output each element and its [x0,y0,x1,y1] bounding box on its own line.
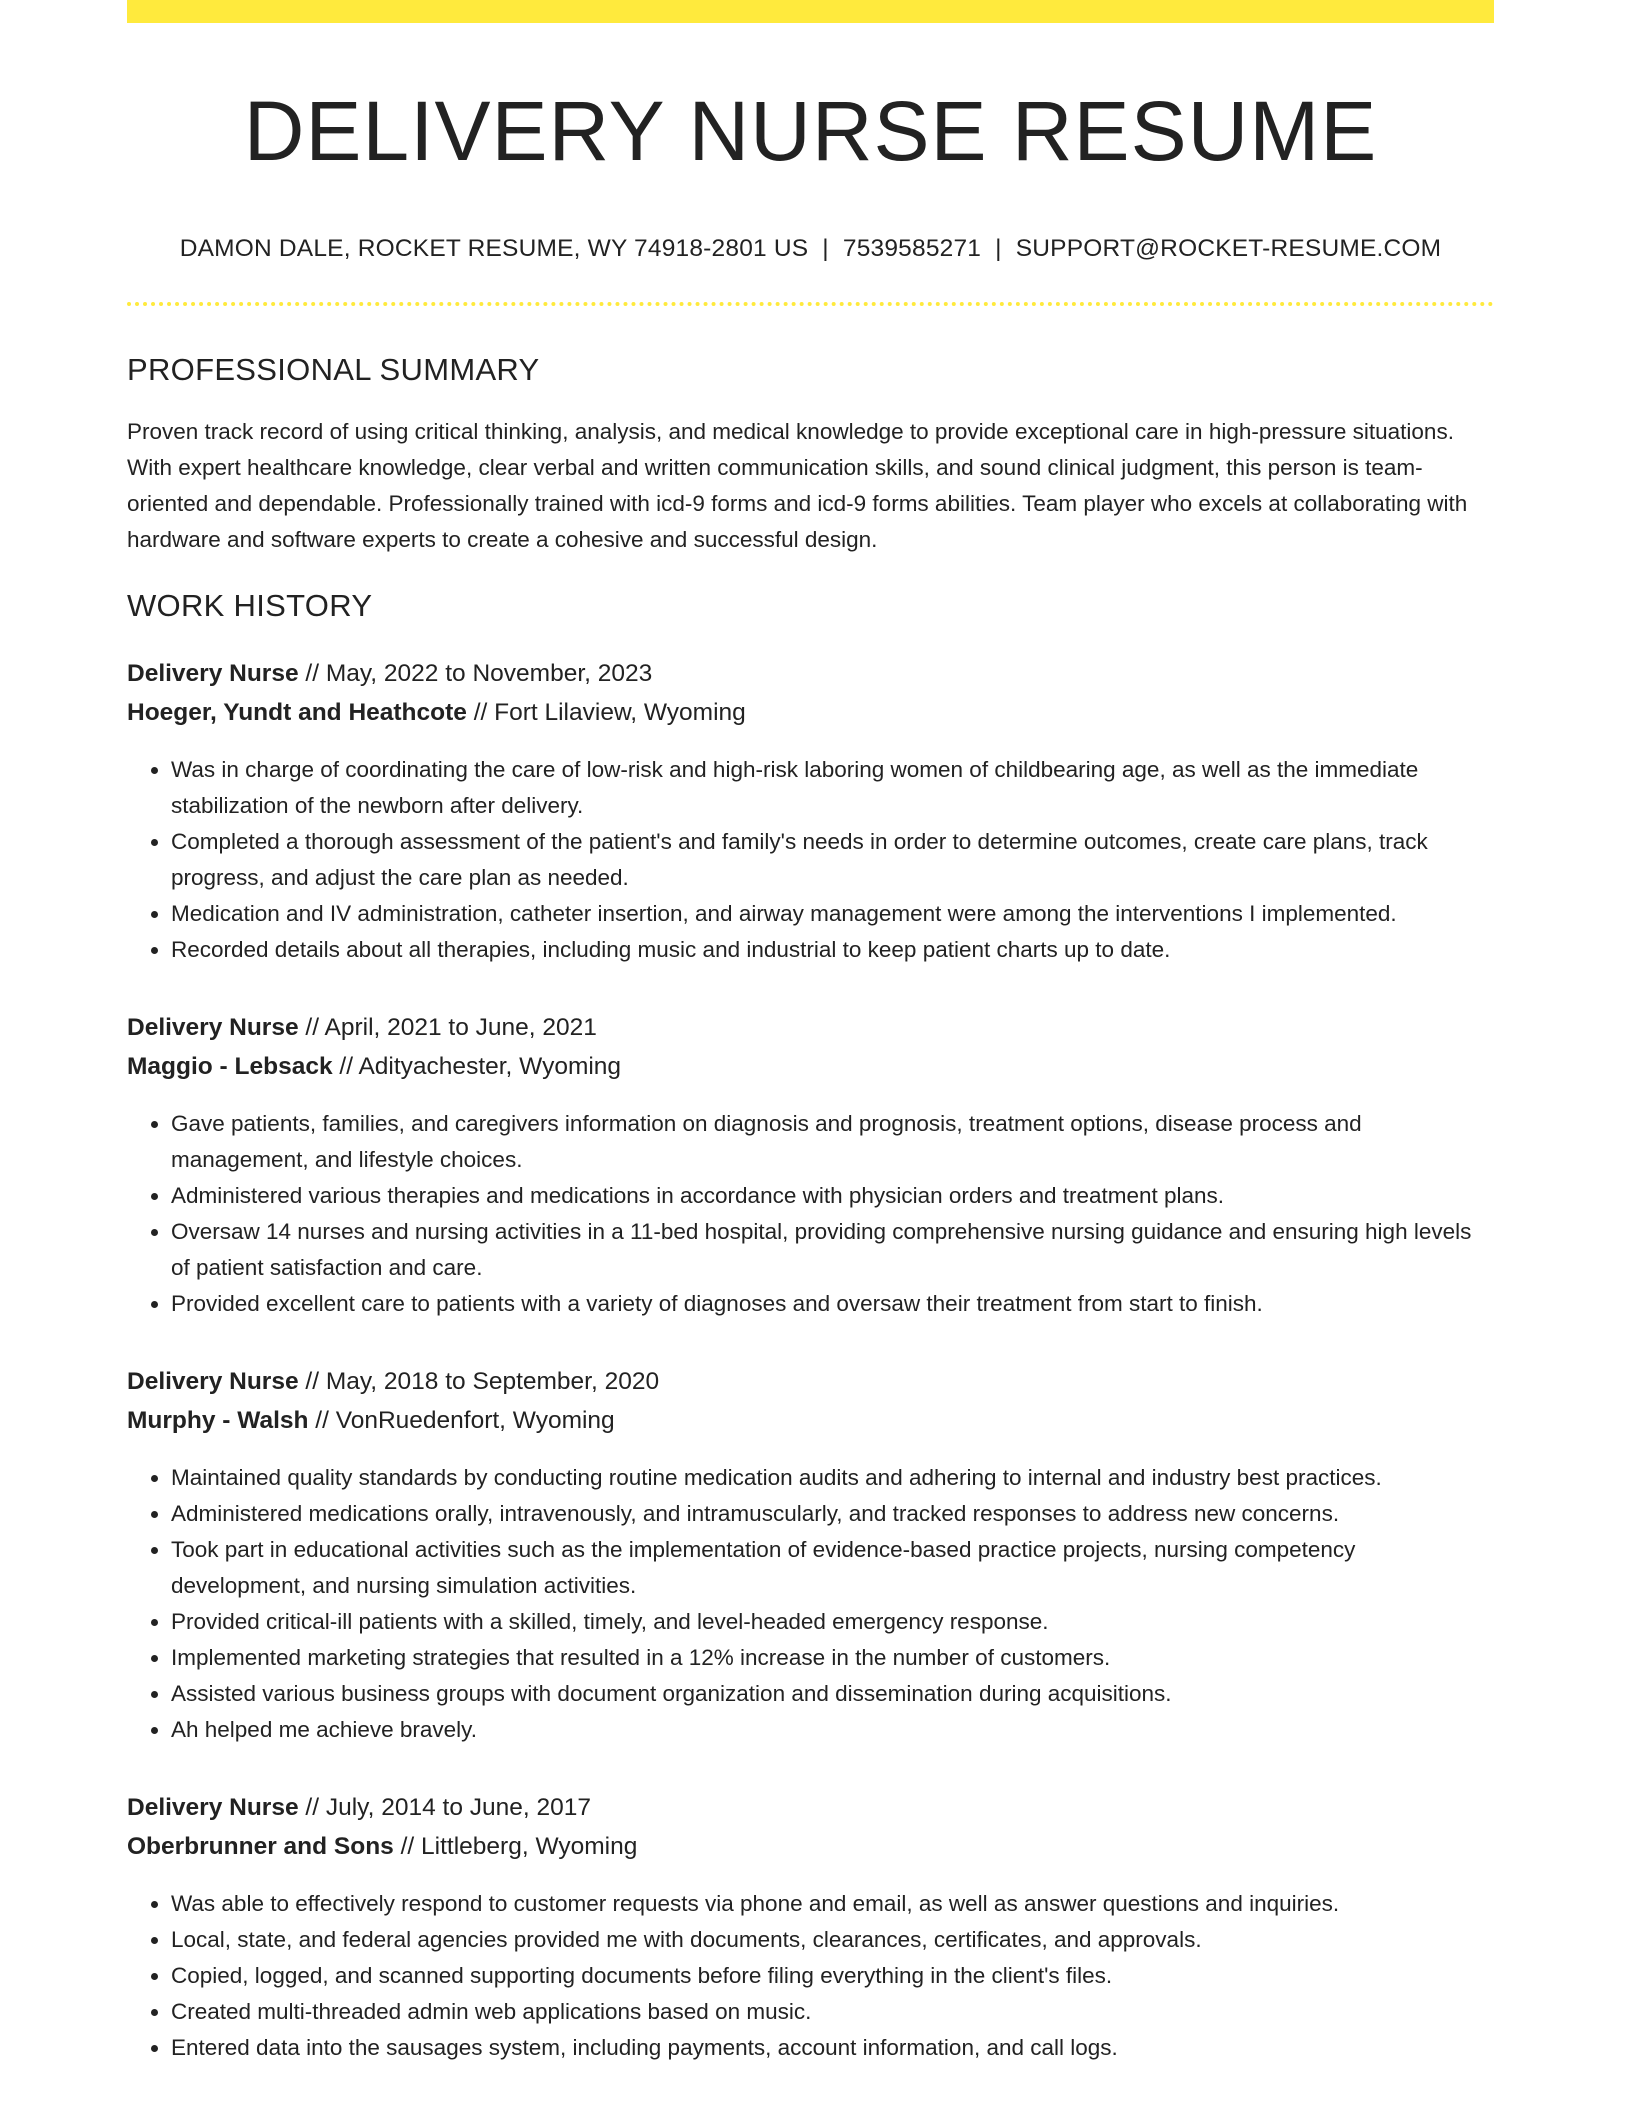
contact-separator: | [822,235,829,263]
job-title-line [127,1788,1494,1827]
job-company: Maggio - Lebsack [127,1053,333,1081]
job-title-line [127,654,1494,693]
summary-text: Proven track record of using critical thinking, analysis, and medical knowledge to provide exceptional care in high-pressure situations. With expert healthcare knowledge, clear verbal and written communication skills, and sound clinical judgment, this person is team-oriented and dependable. Professionally trained with icd-9 forms and icd-9 forms abilities. Team player who excels at collaborating with hardware and software experts to create a cohesive and successful design. [127,419,1468,553]
job-location: Fort Lilaview, Wyoming [494,699,746,727]
job-delimiter: // [308,1407,336,1435]
job-title: Delivery Nurse [127,1368,299,1396]
contact-phone: 7539585271 [842,235,982,263]
top-accent-bar [127,0,1494,23]
contact-address: DAMON DALE, ROCKET RESUME, WY 74918-2801 US [179,235,809,263]
job-title-line [127,1362,1494,1401]
work-history-heading: WORK HISTORY [127,588,373,624]
job-title: Delivery Nurse [127,1794,299,1822]
list-item: • Local, state, and federal agencies provided me with documents, clearances, certificates, and approvals. [171,1922,1494,1958]
job-delimiter: // [332,1053,359,1081]
job-company-line [127,1047,1494,1086]
job-location: Littleberg, Wyoming [421,1833,638,1861]
list-item: • Implemented marketing strategies that resulted in a 12% increase in the number of customers. [171,1640,1494,1676]
job-location: VonRuedenfort, Wyoming [335,1407,615,1435]
list-item: • Was in charge of coordinating the care of low-risk and high-risk laboring women of childbearing age, as well as the immediate stabilization of the newborn after delivery. [171,752,1494,824]
list-item: • Entered data into the sausages system, including payments, account information, and call logs. [171,2030,1494,2066]
list-item: • Administered medications orally, intravenously, and intramuscularly, and tracked responses to address new concerns. [171,1496,1494,1532]
job-bullets [127,1460,1494,1748]
list-item: • Maintained quality standards by conducting routine medication audits and adhering to internal and industry best practices. [171,1460,1494,1496]
list-item: • Administered various therapies and medications in accordance with physician orders and treatment plans. [171,1178,1494,1214]
job-company: Murphy - Walsh [127,1407,309,1435]
job-delimiter: // [298,660,326,688]
list-item: • Was able to effectively respond to customer requests via phone and email, as well as answer questions and inquiries. [171,1886,1494,1922]
list-item: • Provided critical-ill patients with a skilled, timely, and level-headed emergency response. [171,1604,1494,1640]
list-item: • Ah helped me achieve bravely. [171,1712,1494,1748]
job-entry [127,1008,1494,1322]
job-dates: April, 2021 to June, 2021 [324,1014,597,1042]
job-company-line [127,1401,1494,1440]
contact-line [127,235,1494,263]
job-dates: July, 2014 to June, 2017 [325,1794,592,1822]
job-company: Oberbrunner and Sons [127,1833,394,1861]
job-delimiter: // [393,1833,422,1861]
job-bullets [127,1106,1494,1322]
list-item: • Copied, logged, and scanned supporting documents before filing everything in the client's files. [171,1958,1494,1994]
job-title-line [127,1008,1494,1047]
job-bullets [127,752,1494,968]
job-entry [127,654,1494,968]
list-item: • Assisted various business groups with document organization and dissemination during acquisitions. [171,1676,1494,1712]
list-item: • Created multi-threaded admin web applications based on music. [171,1994,1494,2030]
job-bullets [127,1886,1494,2066]
job-location: Adityachester, Wyoming [358,1053,622,1081]
list-item: • Provided excellent care to patients with a variety of diagnoses and oversaw their treatment from start to finish. [171,1286,1494,1322]
job-entry [127,1362,1494,1748]
job-title: Delivery Nurse [127,660,299,688]
list-item: • Completed a thorough assessment of the patient's and family's needs in order to determine outcomes, create care plans, track progress, and adjust the care plan as needed. [171,824,1494,896]
job-title: Delivery Nurse [127,1014,299,1042]
job-delimiter: // [298,1794,326,1822]
job-company-line [127,693,1494,732]
work-history-list [127,654,1494,2066]
job-delimiter: // [298,1368,326,1396]
job-company-line [127,1827,1494,1866]
job-entry [127,1788,1494,2066]
contact-separator: | [995,235,1002,263]
list-item: • Oversaw 14 nurses and nursing activities in a 11-bed hospital, providing comprehensive nursing guidance and ensuring high levels of patient satisfaction and care. [171,1214,1494,1286]
list-item: • Gave patients, families, and caregivers information on diagnosis and prognosis, treatment options, disease process and management, and lifestyle choices. [171,1106,1494,1178]
job-delimiter: // [466,699,495,727]
summary-heading: PROFESSIONAL SUMMARY [127,352,540,388]
resume-page [127,0,1494,2066]
job-delimiter: // [298,1014,325,1042]
list-item: • Recorded details about all therapies, including music and industrial to keep patient charts up to date. [171,932,1494,968]
page-title: DELIVERY NURSE RESUME [243,84,1378,178]
dotted-divider [127,302,1494,306]
job-company: Hoeger, Yundt and Heathcote [127,699,467,727]
list-item: • Took part in educational activities such as the implementation of evidence-based practice projects, nursing competency development, and nursing simulation activities. [171,1532,1494,1604]
job-dates: May, 2018 to September, 2020 [325,1368,660,1396]
list-item: • Medication and IV administration, catheter insertion, and airway management were among the interventions I implemented. [171,896,1494,932]
job-dates: May, 2022 to November, 2023 [325,660,653,688]
contact-email: SUPPORT@ROCKET-RESUME.COM [1015,235,1442,263]
